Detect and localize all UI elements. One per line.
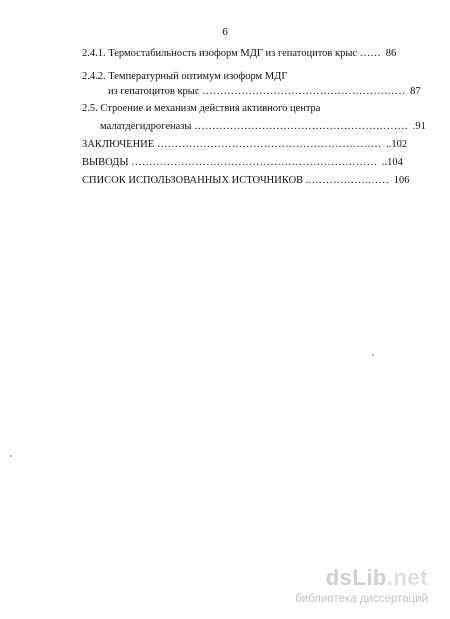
toc-page-number: 86 — [385, 48, 397, 59]
toc-entry-title: 2.4.2. Температурный оптимум изоформ МДГ — [82, 71, 288, 82]
toc-entry-2-5-continued — [100, 121, 426, 133]
toc-entry-title: из гепатоцитов крыс — [108, 86, 200, 97]
page-number: 6 — [222, 26, 228, 38]
toc-leader-dots: ………………………………………………… — [202, 86, 406, 97]
scan-speck — [372, 354, 374, 356]
watermark-tagline: библиотека диссертаций — [295, 593, 428, 605]
toc-entry-title: 2.4.1. Термостабильность изоформ МДГ из гепатоцитов крыс — [82, 48, 358, 59]
toc-entry-references — [82, 175, 410, 187]
toc-entry-2-5 — [82, 103, 320, 115]
toc-leader-dots: …………………………………………………………… — [131, 157, 378, 168]
watermark-logo — [248, 566, 428, 590]
toc-leader-dots: ..…………….…… — [305, 175, 390, 186]
toc-page-number: ..102 — [386, 139, 408, 150]
toc-page-number: 106 — [393, 175, 410, 186]
toc-leader-dots: …… — [359, 48, 382, 59]
toc-leader-dots: …………………………………………………… — [194, 121, 409, 132]
toc-entry-title: 2.5. Строение и механизм действия активного центра — [82, 103, 321, 114]
toc-entry-title: малатдегидрогеназы — [100, 121, 192, 132]
toc-entry-title: ВЫВОДЫ — [82, 157, 129, 168]
toc-entry-findings — [82, 157, 403, 169]
toc-entry-title: СПИСОК ИСПОЛЬЗОВАННЫХ ИСТОЧНИКОВ — [82, 175, 304, 186]
toc-page-number: 87 — [410, 86, 421, 97]
watermark — [248, 566, 428, 606]
toc-leader-dots: ……………………………………………………… — [156, 139, 382, 150]
toc-page-number: ..104 — [381, 157, 403, 168]
watermark-logo-suffix: .net — [386, 565, 428, 590]
toc-entry-conclusion — [82, 139, 407, 151]
toc-page-number: .91 — [412, 121, 426, 132]
toc-entry-2-4-2-continued — [108, 86, 421, 98]
scan-speck — [10, 455, 12, 457]
toc-entry-2-4-2 — [82, 71, 287, 83]
watermark-logo-main: dsLib — [325, 565, 387, 590]
toc-entry-2-4-1 — [82, 48, 396, 60]
toc-entry-title: ЗАКЛЮЧЕНИЕ — [82, 139, 155, 150]
